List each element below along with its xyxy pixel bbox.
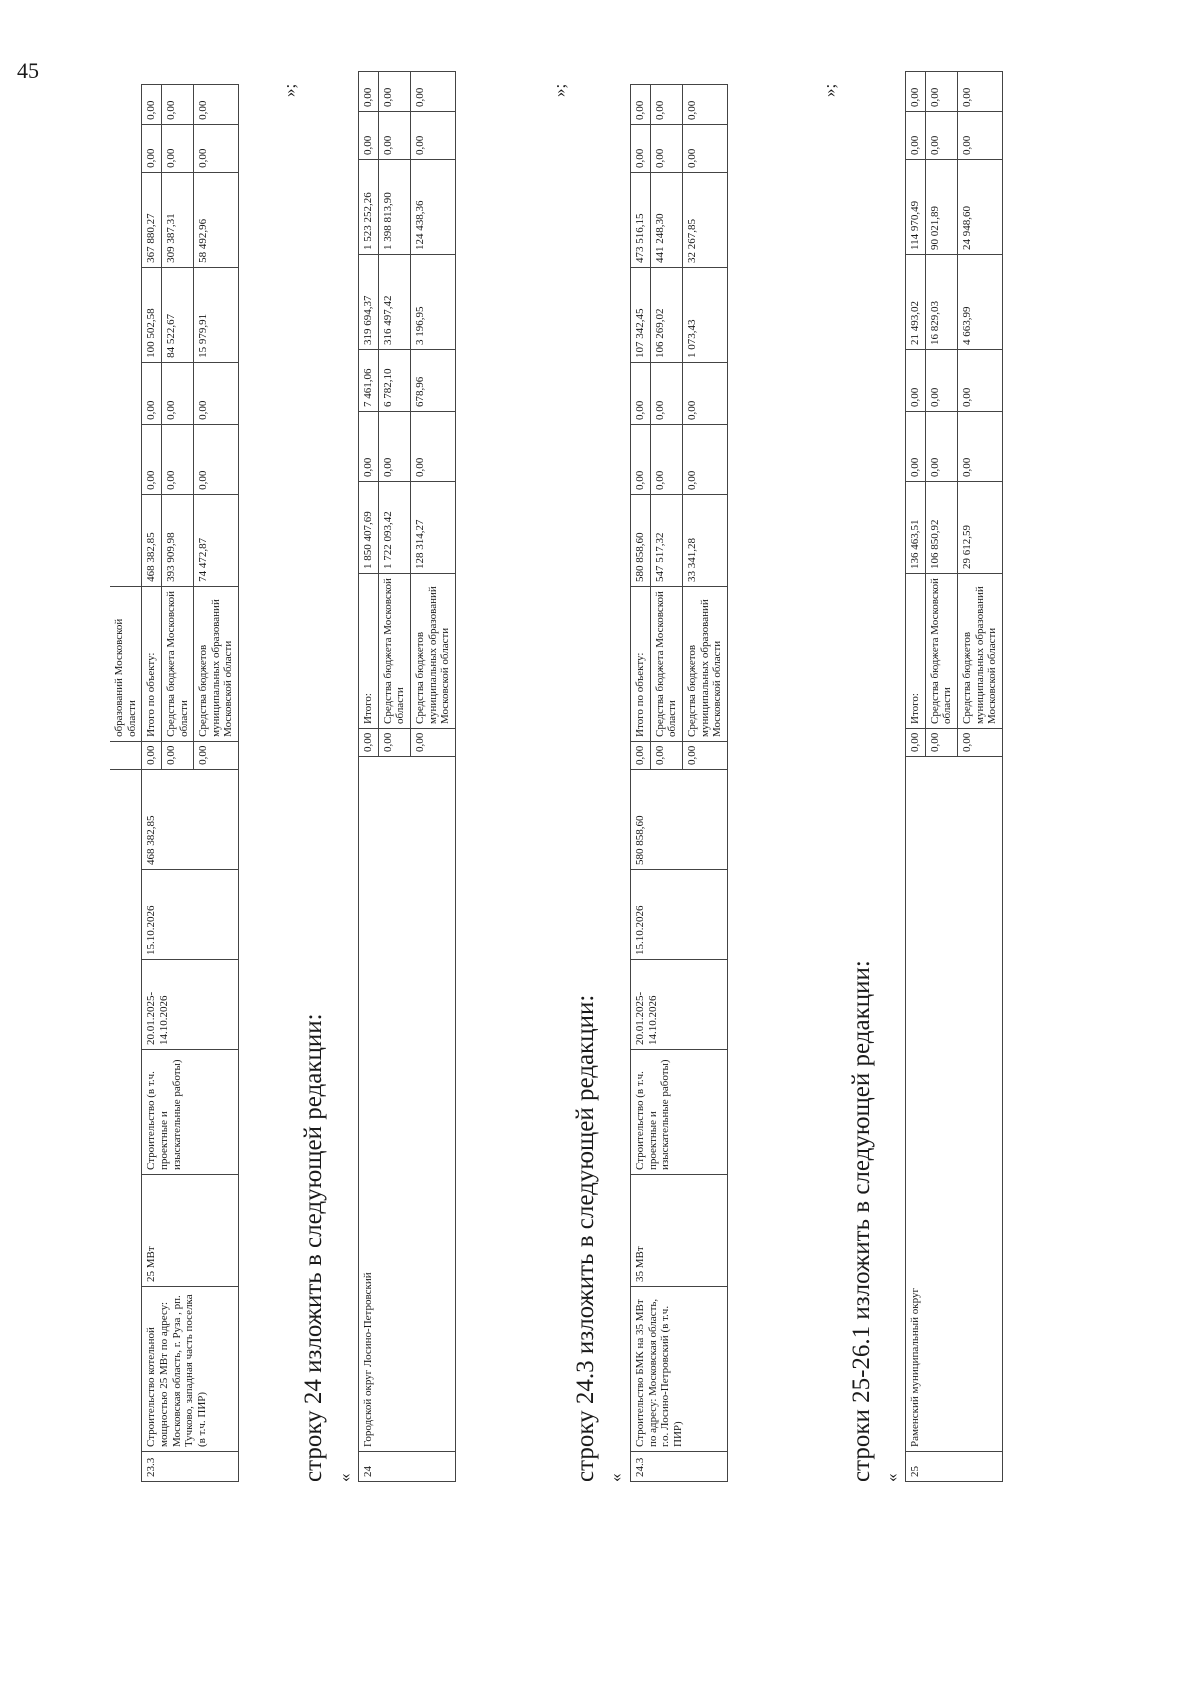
year-value: 0,00	[906, 350, 926, 412]
year-value: 0,00	[682, 125, 727, 173]
capacity: 35 МВт	[631, 1175, 728, 1287]
year-value: 0,00	[957, 412, 1002, 482]
total: 1 722 093,42	[378, 482, 410, 574]
year-value: 678,96	[410, 350, 455, 412]
year-value: 0,00	[650, 363, 682, 425]
funded: 0,00	[631, 742, 651, 770]
object-name: Раменский муниципальный округ	[906, 757, 1003, 1452]
year-value: 441 248,30	[650, 173, 682, 268]
funded: 0,00	[359, 729, 379, 757]
year-value: 24 948,60	[957, 160, 1002, 255]
year-value: 0,00	[631, 425, 651, 495]
total: 33 341,28	[682, 495, 727, 587]
year-value: 0,00	[359, 112, 379, 160]
funded: 0,00	[957, 729, 1002, 757]
table-row-24	[358, 40, 456, 1482]
year-value: 0,00	[194, 424, 239, 494]
source: Итого по объекту:	[142, 586, 162, 741]
year-value: 0,00	[142, 124, 162, 172]
year-value: 0,00	[650, 125, 682, 173]
total: 136 463,51	[906, 482, 926, 574]
completion-date: 15.10.2026	[142, 870, 239, 960]
source: Средства бюджетов муниципальных образований Московской области	[682, 587, 727, 742]
year-value: 0,00	[378, 412, 410, 482]
year-value: 106 269,02	[650, 268, 682, 363]
source: Средства бюджета Московской области	[161, 586, 193, 741]
year-value: 0,00	[378, 112, 410, 160]
year-value: 0,00	[631, 85, 651, 125]
table-row-24-3	[630, 40, 728, 1482]
funded: 0,00	[161, 741, 193, 769]
year-value: 0,00	[682, 425, 727, 495]
row-number: 24	[359, 1452, 456, 1482]
year-value: 316 497,42	[378, 255, 410, 350]
total: 547 517,32	[650, 495, 682, 587]
total: 393 909,98	[161, 494, 193, 586]
year-value: 3 196,95	[410, 255, 455, 350]
year-value: 309 387,31	[161, 172, 193, 267]
total: 468 382,85	[142, 494, 162, 586]
funded: 0,00	[410, 729, 455, 757]
year-value: 15 979,91	[194, 267, 239, 362]
funded: 0,00	[682, 742, 727, 770]
year-value: 0,00	[359, 72, 379, 112]
year-value: 0,00	[142, 362, 162, 424]
table-23-3	[110, 84, 239, 1482]
funded: 0,00	[194, 741, 239, 769]
year-value: 0,00	[194, 362, 239, 424]
opening-quote: «	[606, 1473, 625, 1482]
year-value: 0,00	[650, 425, 682, 495]
cost: 580 858,60	[631, 770, 728, 870]
row-number: 23.3	[142, 1452, 239, 1482]
year-value: 107 342,45	[631, 268, 651, 363]
table-row-23-3	[110, 40, 239, 1482]
table-row-25	[905, 40, 1003, 1482]
capacity: 25 МВт	[142, 1175, 239, 1287]
section-heading: строки 25-26.1 изложить в следующей редакции:	[848, 960, 875, 1482]
closing-quote: »;	[820, 83, 839, 97]
table-row	[906, 72, 926, 1482]
year-value: 0,00	[906, 72, 926, 112]
year-value: 0,00	[161, 362, 193, 424]
row-number: 25	[906, 1452, 1003, 1482]
year-value: 0,00	[194, 124, 239, 172]
year-value: 0,00	[957, 350, 1002, 412]
work-type: Строительство (в т.ч. проектные и изыскательные работы)	[631, 1050, 728, 1175]
period: 20.01.2025-14.10.2026	[631, 960, 728, 1050]
work-type: Строительство (в т.ч. проектные и изыскательные работы)	[142, 1050, 239, 1175]
opening-quote: «	[882, 1473, 901, 1482]
year-value: 0,00	[682, 363, 727, 425]
row-number: 24.3	[631, 1452, 728, 1482]
year-value: 367 880,27	[142, 172, 162, 267]
year-value: 0,00	[906, 112, 926, 160]
table-24	[358, 71, 456, 1482]
year-value: 0,00	[957, 112, 1002, 160]
section-heading: строку 24 изложить в следующей редакции:	[300, 1013, 327, 1482]
funded: 0,00	[925, 729, 957, 757]
year-value: 319 694,37	[359, 255, 379, 350]
total: 74 472,87	[194, 494, 239, 586]
total: 29 612,59	[957, 482, 1002, 574]
source: Итого по объекту:	[631, 587, 651, 742]
year-value: 0,00	[650, 85, 682, 125]
total: 106 850,92	[925, 482, 957, 574]
year-value: 0,00	[410, 412, 455, 482]
table-row	[110, 84, 142, 1481]
source: Средства бюджета Московской области	[650, 587, 682, 742]
funded: 0,00	[378, 729, 410, 757]
year-value: 0,00	[161, 84, 193, 124]
year-value: 0,00	[925, 72, 957, 112]
object-name: Городской округ Лосино-Петровский	[359, 757, 456, 1452]
year-value: 0,00	[142, 84, 162, 124]
total: 128 314,27	[410, 482, 455, 574]
year-value: 32 267,85	[682, 173, 727, 268]
year-value: 124 438,36	[410, 160, 455, 255]
year-value: 0,00	[631, 363, 651, 425]
year-value: 58 492,96	[194, 172, 239, 267]
year-value: 1 523 252,26	[359, 160, 379, 255]
source: Средства бюджета Московской области	[378, 574, 410, 729]
year-value: 1 398 813,90	[378, 160, 410, 255]
year-value: 0,00	[682, 85, 727, 125]
year-value: 16 829,03	[925, 255, 957, 350]
source-cell: образований Московской области	[110, 586, 142, 741]
year-value: 0,00	[161, 124, 193, 172]
funded: 0,00	[906, 729, 926, 757]
year-value: 84 522,67	[161, 267, 193, 362]
year-value: 0,00	[142, 424, 162, 494]
source: Средства бюджета Московской области	[925, 574, 957, 729]
year-value: 0,00	[194, 84, 239, 124]
year-value: 6 782,10	[378, 350, 410, 412]
year-value: 114 970,49	[906, 160, 926, 255]
table-row	[359, 72, 379, 1482]
year-value: 0,00	[925, 412, 957, 482]
source: Итого:	[906, 574, 926, 729]
closing-quote: »;	[550, 83, 569, 97]
funded: 0,00	[142, 741, 162, 769]
total: 580 858,60	[631, 495, 651, 587]
table-25	[905, 71, 1003, 1482]
closing-quote: »;	[280, 83, 299, 97]
year-value: 0,00	[906, 412, 926, 482]
year-value: 0,00	[631, 125, 651, 173]
year-value: 7 461,06	[359, 350, 379, 412]
opening-quote: «	[335, 1473, 354, 1482]
total: 1 850 407,69	[359, 482, 379, 574]
year-value: 0,00	[161, 424, 193, 494]
object-name: Строительство котельной мощностью 25 МВт по адресу: Московская область, г. Руза , рп. Тучково, западная часть поселка (в т.ч. ПИР)	[142, 1287, 239, 1452]
funded: 0,00	[650, 742, 682, 770]
year-value: 100 502,58	[142, 267, 162, 362]
year-value: 0,00	[957, 72, 1002, 112]
source: Итого:	[359, 574, 379, 729]
year-value: 1 073,43	[682, 268, 727, 363]
page-number: 45	[17, 58, 39, 83]
object-name: Строительство БМК на 35 МВт по адресу: Московская область, г.о. Лосино-Петровский (в т.ч. ПИР)	[631, 1287, 728, 1452]
year-value: 4 663,99	[957, 255, 1002, 350]
source: Средства бюджетов муниципальных образований Московской области	[194, 586, 239, 741]
year-value: 90 021,89	[925, 160, 957, 255]
year-value: 0,00	[359, 412, 379, 482]
year-value: 21 493,02	[906, 255, 926, 350]
year-value: 0,00	[378, 72, 410, 112]
table-row	[631, 85, 651, 1482]
cost: 468 382,85	[142, 769, 239, 869]
year-value: 0,00	[925, 112, 957, 160]
year-value: 0,00	[410, 72, 455, 112]
table-24-3	[630, 84, 728, 1482]
source: Средства бюджетов муниципальных образований Московской области	[410, 574, 455, 729]
year-value: 0,00	[410, 112, 455, 160]
year-value: 0,00	[925, 350, 957, 412]
page-number-box	[15, 42, 55, 82]
section-heading: строку 24.3 изложить в следующей редакции:	[572, 994, 599, 1482]
completion-date: 15.10.2026	[631, 870, 728, 960]
table-row	[142, 84, 162, 1481]
year-value: 473 516,15	[631, 173, 651, 268]
source: Средства бюджетов муниципальных образований Московской области	[957, 574, 1002, 729]
period: 20.01.2025-14.10.2026	[142, 960, 239, 1050]
